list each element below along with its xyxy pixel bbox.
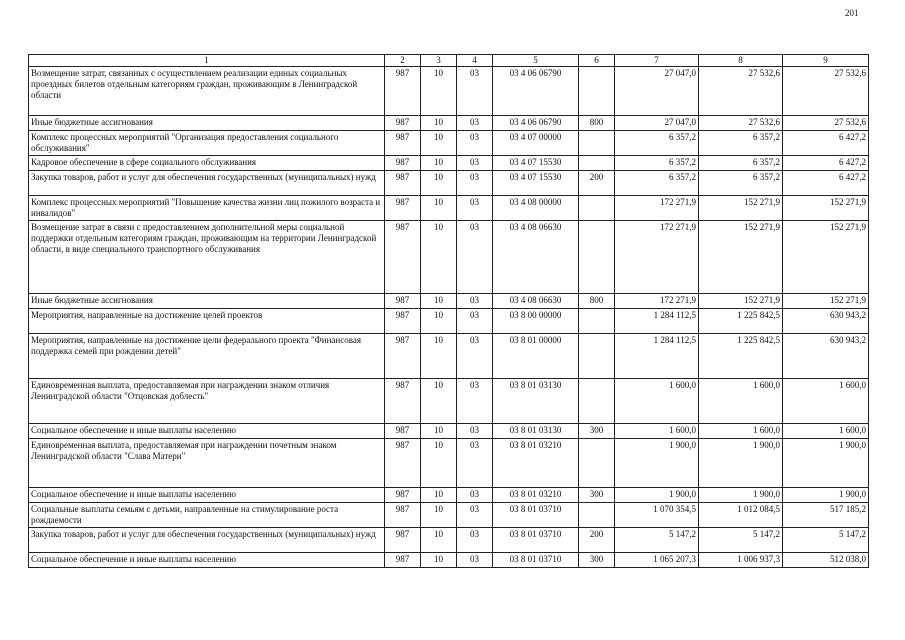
header-cell: 8 [699, 55, 783, 67]
cell-subsection: 03 [457, 379, 493, 424]
cell-amount-col8: 1 006 937,3 [699, 553, 783, 568]
cell-amount-col7: 5 147,2 [615, 528, 699, 553]
cell-target-article: 03 4 08 00000 [493, 196, 579, 221]
cell-amount-col8: 1 600,0 [699, 424, 783, 439]
cell-expense-type [579, 221, 615, 294]
cell-amount-col8: 152 271,9 [699, 196, 783, 221]
cell-admin-code: 987 [385, 156, 421, 171]
cell-subsection: 03 [457, 503, 493, 528]
cell-subsection: 03 [457, 67, 493, 116]
table-row [29, 156, 869, 171]
cell-expense-type [579, 334, 615, 379]
header-cell: 1 [29, 55, 385, 67]
cell-amount-col7: 1 284 112,5 [615, 334, 699, 379]
cell-expense-type: 300 [579, 424, 615, 439]
cell-amount-col8: 6 357,2 [699, 171, 783, 196]
cell-target-article: 03 4 07 15530 [493, 171, 579, 196]
cell-expense-type: 800 [579, 294, 615, 309]
cell-amount-col9: 1 900,0 [783, 439, 869, 488]
header-cell: 3 [421, 55, 457, 67]
cell-amount-col7: 172 271,9 [615, 196, 699, 221]
cell-section: 10 [421, 309, 457, 334]
cell-section: 10 [421, 171, 457, 196]
cell-amount-col7: 1 900,0 [615, 439, 699, 488]
cell-section: 10 [421, 196, 457, 221]
cell-admin-code: 987 [385, 528, 421, 553]
cell-section: 10 [421, 553, 457, 568]
cell-amount-col9: 630 943,2 [783, 309, 869, 334]
cell-amount-col7: 1 070 354,5 [615, 503, 699, 528]
cell-amount-col8: 27 532,6 [699, 67, 783, 116]
table-row [29, 294, 869, 309]
cell-admin-code: 987 [385, 67, 421, 116]
cell-amount-col9: 6 427,2 [783, 131, 869, 156]
cell-section: 10 [421, 221, 457, 294]
cell-target-article: 03 4 08 06630 [493, 221, 579, 294]
row-name: Иные бюджетные ассигнования [29, 116, 385, 131]
cell-amount-col8: 5 147,2 [699, 528, 783, 553]
cell-amount-col7: 6 357,2 [615, 156, 699, 171]
cell-section: 10 [421, 156, 457, 171]
cell-amount-col9: 5 147,2 [783, 528, 869, 553]
cell-amount-col7: 1 065 207,3 [615, 553, 699, 568]
cell-amount-col9: 27 532,6 [783, 67, 869, 116]
header-cell: 6 [579, 55, 615, 67]
cell-admin-code: 987 [385, 379, 421, 424]
cell-section: 10 [421, 439, 457, 488]
cell-subsection: 03 [457, 439, 493, 488]
row-name: Мероприятия, направленные на достижение цели федерального проекта "Финансовая поддержка семей при рождении детей" [29, 334, 385, 379]
cell-target-article: 03 8 01 03710 [493, 528, 579, 553]
cell-admin-code: 987 [385, 334, 421, 379]
row-name: Социальное обеспечение и иные выплаты населению [29, 488, 385, 503]
cell-amount-col7: 1 900,0 [615, 488, 699, 503]
cell-admin-code: 987 [385, 131, 421, 156]
cell-subsection: 03 [457, 309, 493, 334]
table-row [29, 503, 869, 528]
table-row [29, 424, 869, 439]
cell-admin-code: 987 [385, 309, 421, 334]
cell-amount-col7: 172 271,9 [615, 294, 699, 309]
cell-target-article: 03 4 08 06630 [493, 294, 579, 309]
cell-subsection: 03 [457, 553, 493, 568]
header-cell: 4 [457, 55, 493, 67]
cell-section: 10 [421, 528, 457, 553]
cell-amount-col8: 1 012 084,5 [699, 503, 783, 528]
cell-expense-type: 300 [579, 553, 615, 568]
cell-amount-col9: 6 427,2 [783, 156, 869, 171]
cell-amount-col9: 152 271,9 [783, 294, 869, 309]
cell-target-article: 03 8 01 00000 [493, 334, 579, 379]
cell-subsection: 03 [457, 116, 493, 131]
cell-amount-col9: 27 532,6 [783, 116, 869, 131]
row-name: Закупка товаров, работ и услуг для обеспечения государственных (муниципальных) нужд [29, 171, 385, 196]
table-row [29, 553, 869, 568]
cell-expense-type [579, 379, 615, 424]
cell-section: 10 [421, 131, 457, 156]
cell-target-article: 03 8 00 00000 [493, 309, 579, 334]
cell-admin-code: 987 [385, 503, 421, 528]
cell-amount-col8: 1 900,0 [699, 439, 783, 488]
cell-admin-code: 987 [385, 294, 421, 309]
header-cell: 7 [615, 55, 699, 67]
cell-expense-type: 200 [579, 171, 615, 196]
cell-subsection: 03 [457, 334, 493, 379]
row-name: Комплекс процессных мероприятий "Повышение качества жизни лиц пожилого возраста и инвалидов" [29, 196, 385, 221]
page-number: 201 [845, 8, 859, 18]
cell-subsection: 03 [457, 294, 493, 309]
cell-target-article: 03 8 01 03130 [493, 379, 579, 424]
cell-target-article: 03 4 07 00000 [493, 131, 579, 156]
cell-subsection: 03 [457, 528, 493, 553]
cell-subsection: 03 [457, 424, 493, 439]
cell-target-article: 03 4 06 06790 [493, 116, 579, 131]
table-row [29, 528, 869, 553]
cell-target-article: 03 8 01 03130 [493, 424, 579, 439]
cell-admin-code: 987 [385, 171, 421, 196]
table-row [29, 131, 869, 156]
cell-expense-type [579, 131, 615, 156]
cell-target-article: 03 8 01 03210 [493, 488, 579, 503]
cell-expense-type: 800 [579, 116, 615, 131]
cell-section: 10 [421, 488, 457, 503]
cell-amount-col7: 6 357,2 [615, 131, 699, 156]
cell-expense-type [579, 309, 615, 334]
row-name: Возмещение затрат в связи с предоставлением дополнительной меры социальной поддержки отдельным категориям граждан, проживающим на территории Ленинградской области, в виде специального транспортного обслуживания [29, 221, 385, 294]
cell-target-article: 03 8 01 03710 [493, 553, 579, 568]
row-name: Иные бюджетные ассигнования [29, 294, 385, 309]
cell-subsection: 03 [457, 488, 493, 503]
cell-section: 10 [421, 294, 457, 309]
cell-section: 10 [421, 334, 457, 379]
cell-section: 10 [421, 67, 457, 116]
cell-amount-col8: 152 271,9 [699, 294, 783, 309]
cell-amount-col8: 1 225 842,5 [699, 334, 783, 379]
table-row [29, 334, 869, 379]
cell-amount-col9: 517 185,2 [783, 503, 869, 528]
table-row [29, 67, 869, 116]
cell-expense-type [579, 439, 615, 488]
row-name: Закупка товаров, работ и услуг для обеспечения государственных (муниципальных) нужд [29, 528, 385, 553]
cell-section: 10 [421, 379, 457, 424]
cell-amount-col7: 172 271,9 [615, 221, 699, 294]
row-name: Комплекс процессных мероприятий "Организация предоставления социального обслуживания" [29, 131, 385, 156]
cell-amount-col9: 1 600,0 [783, 424, 869, 439]
row-name: Мероприятия, направленные на достижение целей проектов [29, 309, 385, 334]
header-cell: 2 [385, 55, 421, 67]
cell-admin-code: 987 [385, 439, 421, 488]
cell-subsection: 03 [457, 196, 493, 221]
table-body [29, 67, 869, 568]
cell-amount-col8: 27 532,6 [699, 116, 783, 131]
cell-expense-type: 300 [579, 488, 615, 503]
cell-amount-col7: 27 047,0 [615, 116, 699, 131]
cell-admin-code: 987 [385, 196, 421, 221]
cell-expense-type [579, 503, 615, 528]
cell-admin-code: 987 [385, 553, 421, 568]
cell-amount-col8: 6 357,2 [699, 131, 783, 156]
cell-target-article: 03 4 06 06790 [493, 67, 579, 116]
cell-target-article: 03 8 01 03710 [493, 503, 579, 528]
cell-subsection: 03 [457, 221, 493, 294]
table-row [29, 379, 869, 424]
row-name: Социальные выплаты семьям с детьми, направленные на стимулирование роста рождаемости [29, 503, 385, 528]
cell-amount-col9: 152 271,9 [783, 221, 869, 294]
row-name: Возмещение затрат, связанных с осуществлением реализации единых социальных проездных билетов отдельным категориям граждан, проживающим в Ленинградской области [29, 67, 385, 116]
cell-target-article: 03 4 07 15530 [493, 156, 579, 171]
cell-amount-col9: 1 900,0 [783, 488, 869, 503]
budget-table [28, 54, 869, 568]
header-cell: 9 [783, 55, 869, 67]
table-row [29, 116, 869, 131]
cell-amount-col8: 6 357,2 [699, 156, 783, 171]
cell-amount-col9: 512 038,0 [783, 553, 869, 568]
cell-expense-type [579, 156, 615, 171]
row-name: Кадровое обеспечение в сфере социального обслуживания [29, 156, 385, 171]
table-row [29, 488, 869, 503]
cell-amount-col8: 1 225 842,5 [699, 309, 783, 334]
cell-section: 10 [421, 116, 457, 131]
cell-amount-col8: 1 600,0 [699, 379, 783, 424]
cell-expense-type [579, 196, 615, 221]
cell-section: 10 [421, 503, 457, 528]
row-name: Единовременная выплата, предоставляемая при награждении почетным знаком Ленинградской области "Слава Матери" [29, 439, 385, 488]
table-row [29, 171, 869, 196]
cell-subsection: 03 [457, 131, 493, 156]
cell-target-article: 03 8 01 03210 [493, 439, 579, 488]
row-name: Социальное обеспечение и иные выплаты населению [29, 424, 385, 439]
header-row [29, 55, 869, 67]
cell-amount-col7: 1 284 112,5 [615, 309, 699, 334]
cell-expense-type: 200 [579, 528, 615, 553]
cell-admin-code: 987 [385, 221, 421, 294]
cell-amount-col7: 1 600,0 [615, 424, 699, 439]
cell-amount-col8: 1 900,0 [699, 488, 783, 503]
cell-admin-code: 987 [385, 424, 421, 439]
table-row [29, 439, 869, 488]
cell-subsection: 03 [457, 171, 493, 196]
cell-amount-col8: 152 271,9 [699, 221, 783, 294]
cell-amount-col9: 152 271,9 [783, 196, 869, 221]
table-row [29, 196, 869, 221]
header-cell: 5 [493, 55, 579, 67]
cell-expense-type [579, 67, 615, 116]
cell-amount-col7: 1 600,0 [615, 379, 699, 424]
row-name: Социальное обеспечение и иные выплаты населению [29, 553, 385, 568]
table-row [29, 221, 869, 294]
cell-amount-col9: 6 427,2 [783, 171, 869, 196]
cell-section: 10 [421, 424, 457, 439]
cell-admin-code: 987 [385, 488, 421, 503]
table-row [29, 309, 869, 334]
cell-admin-code: 987 [385, 116, 421, 131]
row-name: Единовременная выплата, предоставляемая при награждении знаком отличия Ленинградской области "Отцовская доблесть" [29, 379, 385, 424]
cell-amount-col7: 27 047,0 [615, 67, 699, 116]
cell-amount-col9: 1 600,0 [783, 379, 869, 424]
cell-subsection: 03 [457, 156, 493, 171]
cell-amount-col7: 6 357,2 [615, 171, 699, 196]
cell-amount-col9: 630 943,2 [783, 334, 869, 379]
